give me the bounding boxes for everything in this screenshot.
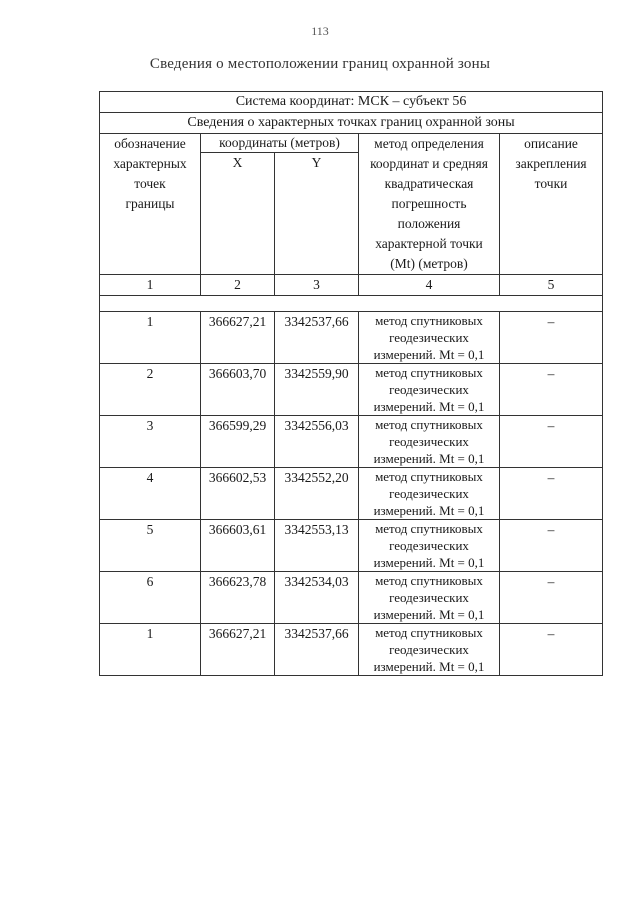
point-description: – [500, 624, 603, 676]
point-designation: 5 [100, 520, 201, 572]
point-description: – [500, 572, 603, 624]
coordinate-y: 3342553,13 [275, 520, 359, 572]
column-number: 3 [275, 275, 359, 296]
table-row [100, 312, 603, 364]
column-number: 1 [100, 275, 201, 296]
table-row [100, 624, 603, 676]
coordinate-y: 3342552,20 [275, 468, 359, 520]
table-row [100, 468, 603, 520]
header-point-designation: обозначение характерных точек границы [100, 134, 201, 275]
point-description: – [500, 312, 603, 364]
coordinate-x: 366602,53 [201, 468, 275, 520]
boundary-points-table [99, 91, 603, 676]
point-designation: 6 [100, 572, 201, 624]
page-number: 113 [311, 24, 329, 38]
coord-system-row [100, 92, 603, 113]
method-cell: метод спутниковых геодезических измерений. Mt = 0,1 [359, 572, 500, 624]
method-cell: метод спутниковых геодезических измерений. Mt = 0,1 [359, 364, 500, 416]
method-cell: метод спутниковых геодезических измерений. Mt = 0,1 [359, 520, 500, 572]
header-y: Y [275, 153, 359, 275]
point-description: – [500, 416, 603, 468]
coordinate-x: 366623,78 [201, 572, 275, 624]
section-title: Сведения о характерных точках границ охранной зоны [100, 113, 603, 134]
point-description: – [500, 468, 603, 520]
table-row [100, 416, 603, 468]
point-description: – [500, 520, 603, 572]
coordinate-y: 3342559,90 [275, 364, 359, 416]
coordinate-y: 3342537,66 [275, 312, 359, 364]
point-description: – [500, 364, 603, 416]
coordinate-y: 3342556,03 [275, 416, 359, 468]
table-row [100, 364, 603, 416]
method-cell: метод спутниковых геодезических измерений. Mt = 0,1 [359, 416, 500, 468]
header-coordinates: координаты (метров) [201, 134, 359, 153]
column-numbers-row [100, 275, 603, 296]
document-title: Сведения о местоположении границ охранной зоны [149, 56, 491, 72]
section-title-row [100, 113, 603, 134]
point-designation: 4 [100, 468, 201, 520]
point-designation: 2 [100, 364, 201, 416]
header-x: X [201, 153, 275, 275]
column-number: 5 [500, 275, 603, 296]
coordinate-x: 366599,29 [201, 416, 275, 468]
column-number: 2 [201, 275, 275, 296]
column-number: 4 [359, 275, 500, 296]
point-designation: 3 [100, 416, 201, 468]
coordinate-x: 366603,70 [201, 364, 275, 416]
header-description: описание закрепления точки [500, 134, 603, 275]
point-designation: 1 [100, 624, 201, 676]
spacer-row [100, 296, 603, 312]
coordinate-x: 366603,61 [201, 520, 275, 572]
coordinate-y: 3342534,03 [275, 572, 359, 624]
coordinate-x: 366627,21 [201, 312, 275, 364]
method-cell: метод спутниковых геодезических измерений. Mt = 0,1 [359, 624, 500, 676]
table-row [100, 572, 603, 624]
coord-system-label: Система координат: МСК – субъект 56 [100, 92, 603, 113]
header-method: метод определения координат и средняя квадратическая погрешность положения характерной точки (Mt) (метров) [359, 134, 500, 275]
table-row [100, 520, 603, 572]
method-cell: метод спутниковых геодезических измерений. Mt = 0,1 [359, 468, 500, 520]
coordinate-y: 3342537,66 [275, 624, 359, 676]
coordinate-x: 366627,21 [201, 624, 275, 676]
table-body [100, 312, 603, 676]
method-cell: метод спутниковых геодезических измерений. Mt = 0,1 [359, 312, 500, 364]
header-row [100, 134, 603, 153]
point-designation: 1 [100, 312, 201, 364]
